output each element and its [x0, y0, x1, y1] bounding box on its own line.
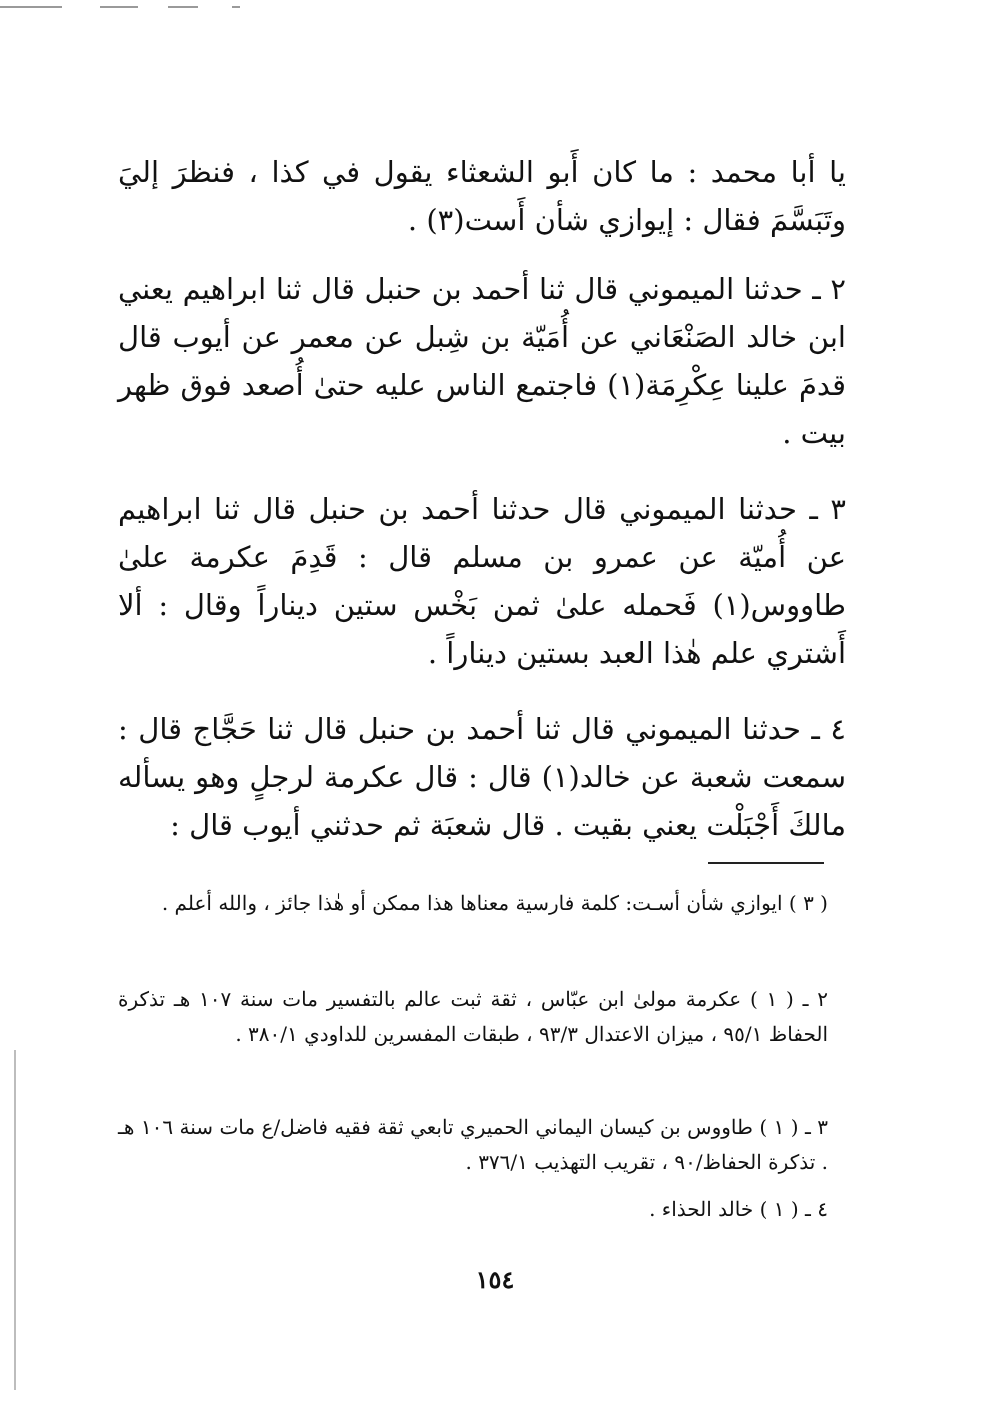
body-paragraph-continuation: يا أبا محمد : ما كان أَبو الشعثاء يقول في كذا ، فنظرَ إليَ وتَبَسَّمَ فقال : إيوازي شأن أَست(٣) .	[118, 155, 846, 237]
footnote-1: ( ٣ ) ايوازي شأن أسـت: كلمة فارسية معناها هذا ممكن أو هٰذا جائز ، والله أعلم .	[161, 891, 828, 915]
footnote-4: ٤ ـ ( ١ ) خالد الحذاء .	[649, 1197, 828, 1221]
body-paragraph-2: ٢ ـ حدثنا الميموني قال ثنا أحمد بن حنبل قال ثنا ابراهيم يعني ابن خالد الصَنْعَاني عن أُمَيّة بن شِبل عن معمر عن أيوب قال قدمَ علينا عِكْرِمَة(١) فاجتمع الناس عليه حتىٰ أُصعد فوق ظهر بيت .	[118, 272, 846, 450]
body-paragraph-3: ٣ ـ حدثنا الميموني قال حدثنا أحمد بن حنبل قال ثنا ابراهيم عن أُميّة عن عمرو بن مسلم قال : قَدِمَ عكرمة علىٰ طاووس(١) فَحمله علىٰ ثمن بَخْس ستين ديناراً وقال : ألا أَشتري علم هٰذا العبد بستين ديناراً .	[118, 492, 846, 670]
footnote-2: ٢ ـ ( ١ ) عكرمة مولىٰ ابن عبّاس ، ثقة ثبت عالم بالتفسير مات سنة ١٠٧ هـ تذكرة الحفاظ ٩٥/١ ، ميزان الاعتدال ٩٣/٣ ، طبقات المفسرين للداودي ٣٨٠/١ .	[118, 987, 828, 1046]
footnote-separator	[708, 862, 824, 864]
scan-margin-line	[14, 1050, 16, 1390]
scan-edge-marks	[0, 6, 260, 8]
body-paragraph-4: ٤ ـ حدثنا الميموني قال ثنا أحمد بن حنبل قال ثنا حَجَّاج قال : سمعت شعبة عن خالد(١) قال : قال عكرمة لرجلٍ وهو يسأله مالكَ أَجْبَلْت يعني بقيت . قال شعبَة ثم حدثني أيوب قال :	[118, 712, 846, 842]
footnote-3: ٣ ـ ( ١ ) طاووس بن كيسان اليماني الحميري تابعي ثقة فقيه فاضل/ع مات سنة ١٠٦ هـ . تذكرة الحفاظ/٩٠ ، تقريب التهذيب ٣٧٦/١ .	[118, 1115, 829, 1174]
page-number: ١٥٤	[475, 1265, 515, 1294]
